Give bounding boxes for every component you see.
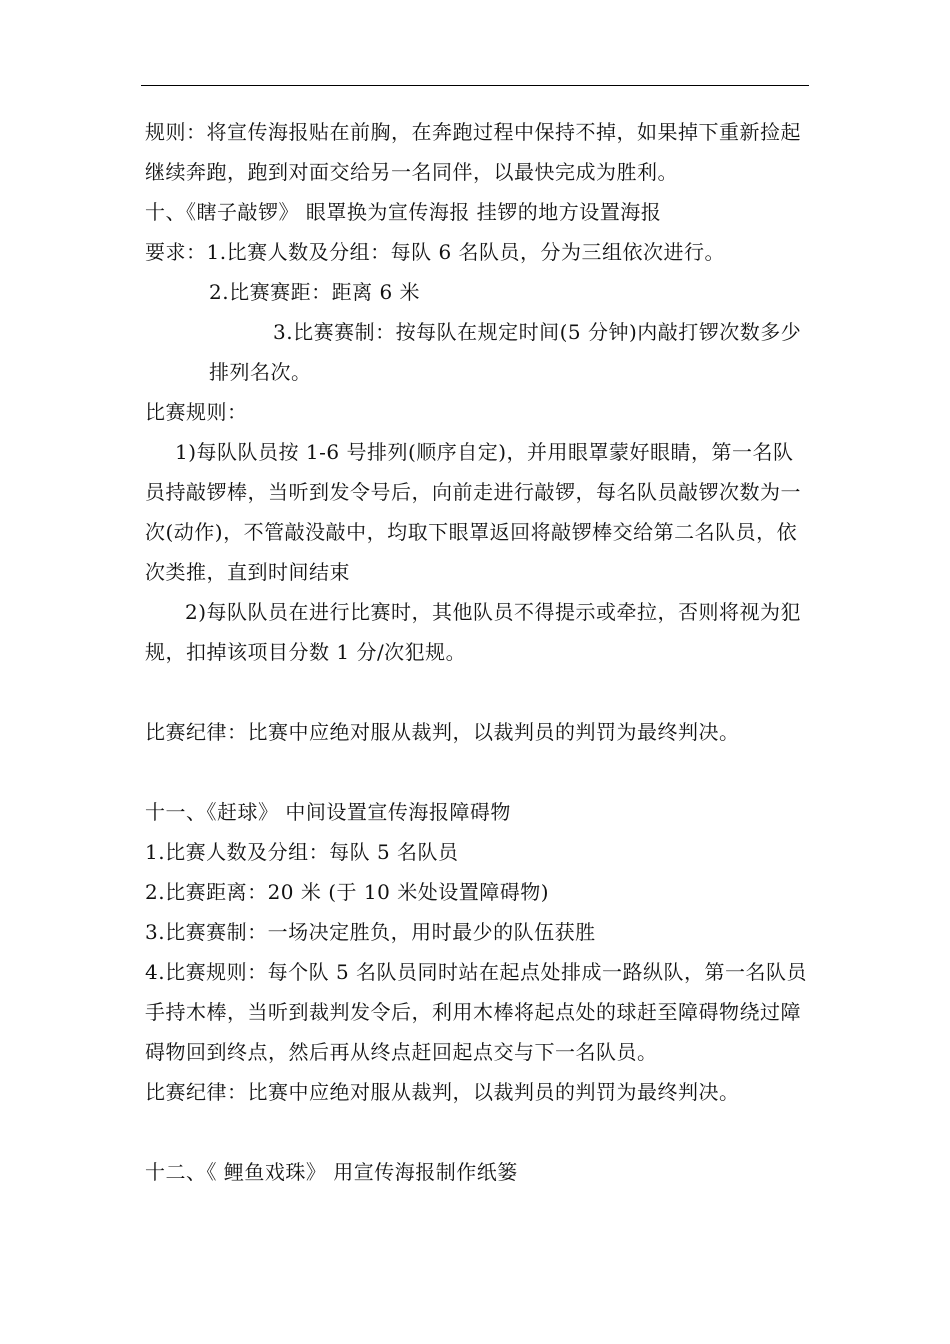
rule-item-1: 1)每队队员按 1-6 号排列(顺序自定)，并用眼罩蒙好眼睛，第一名队员持敲锣棒，当听到发令号后，向前走进行敲锣，每名队员敲锣次数为一次(动作)，不管敲没敲中，均取下眼罩返回将敲锣棒交给第二名队员，依次类推，直到时间结束 xyxy=(145,440,801,584)
rule-item-2: 2)每队队员在进行比赛时，其他队员不得提示或牵拉，否则将视为犯规，扣掉该项目分数 1 分/次犯规。 xyxy=(145,600,802,664)
header-rule xyxy=(141,85,809,86)
section-11-item-3: 3.比赛赛制：一场决定胜负，用时最少的队伍获胜 xyxy=(145,920,596,944)
competition-rules-label: 比赛规则： xyxy=(145,400,248,424)
paragraph-rule-text: 规则：将宣传海报贴在前胸，在奔跑过程中保持不掉，如果掉下重新捡起继续奔跑，跑到对面交给另一名同伴，以最快完成为胜利。 xyxy=(145,120,801,184)
section-11-item-1: 1.比赛人数及分组：每队 5 名队员 xyxy=(145,840,459,864)
section-12-heading: 十二、《 鲤鱼戏珠》 用宣传海报制作纸篓 xyxy=(145,1160,518,1184)
spacer xyxy=(145,752,810,792)
discipline-text-2: 比赛纪律：比赛中应绝对服从裁判，以裁判员的判罚为最终判决。 xyxy=(145,1080,740,1104)
section-11-item-2: 2.比赛距离：20 米 (于 10 米处设置障碍物) xyxy=(145,880,550,904)
section-11-heading: 十一、《赶球》 中间设置宣传海报障碍物 xyxy=(145,800,511,824)
document-body xyxy=(145,112,810,1192)
requirement-3: 3.比赛赛制：按每队在规定时间(5 分钟)内敲打锣次数多少排列名次。 xyxy=(209,320,802,384)
section-10-heading: 十、《瞎子敲锣》 眼罩换为宣传海报 挂锣的地方设置海报 xyxy=(145,200,662,224)
spacer xyxy=(145,672,810,712)
requirement-2: 2.比赛赛距：距离 6 米 xyxy=(209,280,421,304)
requirement-1: 要求：1.比赛人数及分组：每队 6 名队员，分为三组依次进行。 xyxy=(145,240,726,264)
discipline-text-1: 比赛纪律：比赛中应绝对服从裁判，以裁判员的判罚为最终判决。 xyxy=(145,720,740,744)
section-11-item-4: 4.比赛规则：每个队 5 名队员同时站在起点处排成一路纵队，第一名队员手持木棒，当听到裁判发令后，利用木棒将起点处的球赶至障碍物绕过障碍物回到终点，然后再从终点赶回起点交与下一名队员。 xyxy=(145,960,808,1064)
spacer xyxy=(145,1112,810,1152)
